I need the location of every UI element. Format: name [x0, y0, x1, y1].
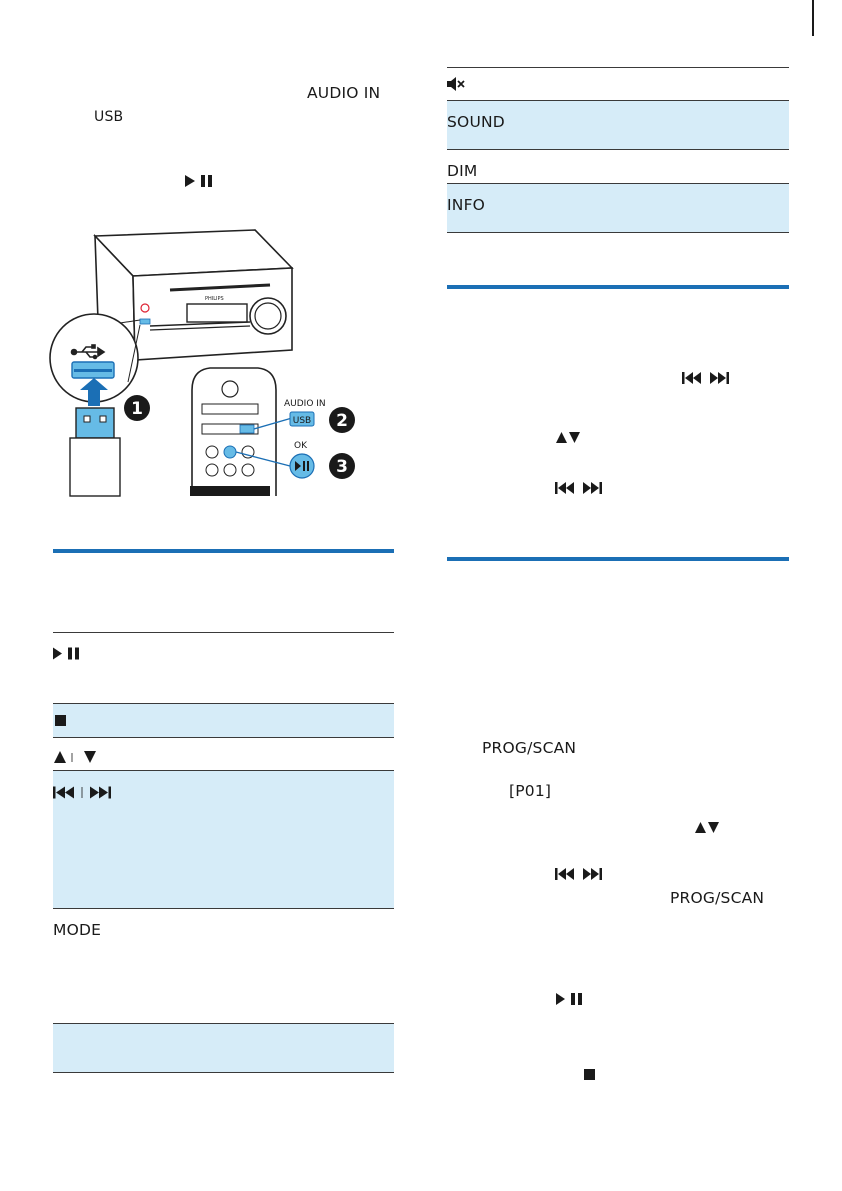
prog-scan-label: PROG/SCAN: [670, 889, 765, 907]
stop-icon: [55, 715, 66, 726]
page-margin-rule: [812, 0, 814, 36]
table-rule: [447, 67, 789, 68]
prev-next-icon: [555, 482, 607, 494]
table-rule: [447, 232, 789, 233]
illus-usb-label: USB: [292, 416, 312, 426]
illus-ok-label: OK: [294, 441, 307, 451]
p01-label: [P01]: [509, 782, 552, 800]
stop-icon: [584, 1069, 595, 1080]
mute-icon: [447, 77, 465, 91]
audio-in-label: AUDIO IN: [307, 84, 381, 102]
table-rule: [447, 183, 789, 184]
table-rule: [53, 908, 394, 909]
step-2-badge: 2: [336, 411, 348, 431]
table-rule: [447, 100, 789, 101]
mode-label: MODE: [53, 921, 102, 939]
table-rule: [53, 1072, 394, 1073]
step-1-badge: 1: [131, 399, 143, 419]
play-pause-icon: [185, 174, 215, 188]
table-rule: [447, 149, 789, 150]
play-pause-icon: [53, 647, 81, 660]
table-rule: [53, 737, 394, 738]
section-rule-right-2: [447, 557, 789, 561]
table-rule: [53, 703, 394, 704]
dim-label: DIM: [447, 162, 478, 180]
play-pause-icon: [556, 993, 584, 1005]
info-label: INFO: [447, 196, 486, 214]
section-rule-right-1: [447, 285, 789, 289]
up-down-arrow-icon: [556, 432, 580, 443]
prev-next-icon: [682, 372, 734, 384]
up-down-arrow-icon: [695, 822, 719, 833]
table-row-stop: [53, 703, 394, 737]
brand-label: PHILIPS: [205, 296, 224, 302]
up-down-arrow-icon: [54, 751, 98, 763]
usb-label: USB: [94, 109, 124, 125]
usb-playback-illustration: [40, 228, 370, 500]
prev-next-icon: [555, 868, 607, 880]
table-row-info: [447, 183, 789, 232]
sound-label: SOUND: [447, 113, 505, 131]
table-row-shaded: [53, 1023, 394, 1072]
illus-audio-in-label: AUDIO IN: [284, 399, 326, 409]
section-rule-left: [53, 549, 394, 553]
prog-scan-label: PROG/SCAN: [482, 739, 577, 757]
table-rule: [53, 1023, 394, 1024]
step-3-badge: 3: [336, 457, 348, 477]
table-rule: [53, 632, 394, 633]
prev-next-icon: [53, 786, 117, 799]
